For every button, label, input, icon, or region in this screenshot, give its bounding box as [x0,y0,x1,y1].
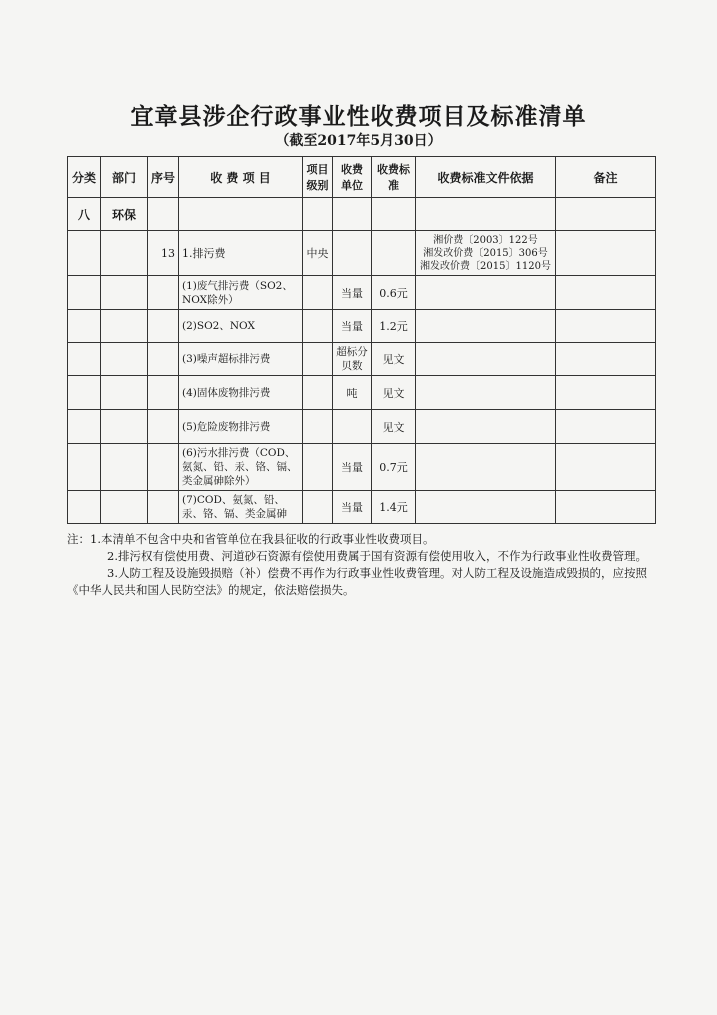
item-name: (7)COD、氨氮、铅、汞、铬、镉、类金属砷 [179,491,303,524]
item-unit: 超标分贝数 [333,343,372,376]
category-dept: 环保 [101,198,148,231]
table-row [68,276,656,310]
category-row [68,198,656,231]
item-unit: 当量 [333,444,372,491]
main-item-level: 中央 [303,231,333,276]
item-name: (6)污水排污费（COD、氨氮、铅、汞、铬、镉、类金属砷除外） [179,444,303,491]
note-item: 注：1.本清单不包含中央和省管单位在我县征收的行政事业性收费项目。 [67,532,435,546]
main-item-basis [416,231,556,276]
main-item-name: 1.排污费 [179,231,303,276]
table-row [68,376,656,410]
item-name: (1)废气排污费（SO2、NOX除外） [179,276,303,310]
header-remarks: 备注 [556,157,656,198]
fee-table [67,156,656,524]
item-name: (4)固体废物排污费 [179,376,303,410]
item-standard: 0.7元 [372,444,416,491]
table-row [68,343,656,376]
table-row [68,491,656,524]
item-unit: 当量 [333,491,372,524]
item-unit [333,410,372,444]
page-subtitle: （截至2017年5月30日） [275,133,442,149]
header-standard: 收费标准 [372,157,416,198]
header-seq: 序号 [148,157,179,198]
item-unit: 吨 [333,376,372,410]
basis-doc: 湘价费〔2003〕122号 [433,234,538,246]
header-basis: 收费标准文件依据 [416,157,556,198]
item-standard: 见文 [372,410,416,444]
basis-doc: 湘发改价费〔2015〕306号 [423,247,548,259]
item-standard: 0.6元 [372,276,416,310]
category-class: 八 [68,198,101,231]
table-row [68,444,656,491]
basis-doc: 湘发改价费〔2015〕1120号 [420,260,551,272]
item-name: (5)危险废物排污费 [179,410,303,444]
page-title: 宜章县涉企行政事业性收费项目及标准清单 [130,103,587,130]
item-standard: 1.4元 [372,491,416,524]
item-unit: 当量 [333,310,372,343]
header-dept: 部门 [101,157,148,198]
main-item-seq: 13 [148,231,179,276]
header-row [68,157,656,198]
item-name: (2)SO2、NOX [179,310,303,343]
header-item: 收 费 项 目 [179,157,303,198]
item-standard: 见文 [372,343,416,376]
item-standard: 1.2元 [372,310,416,343]
item-unit: 当量 [333,276,372,310]
header-unit: 收费单位 [333,157,372,198]
table-row [68,310,656,343]
table-row [68,410,656,444]
notes-section [67,531,667,599]
header-class: 分类 [68,157,101,198]
header-level: 项目级别 [303,157,333,198]
main-item-row [68,231,656,276]
item-name: (3)噪声超标排污费 [179,343,303,376]
note-item: 2.排污权有偿使用费、河道砂石资源有偿使用费属于国有资源有偿使用收入，不作为行政事业性收费管理。 [107,549,647,563]
note-item: 3.人防工程及设施毁损赔（补）偿费不再作为行政事业性收费管理。对人防工程及设施造成毁损的，应按照《中华人民共和国人民防空法》的规定，依法赔偿损失。 [67,566,647,597]
item-standard: 见文 [372,376,416,410]
